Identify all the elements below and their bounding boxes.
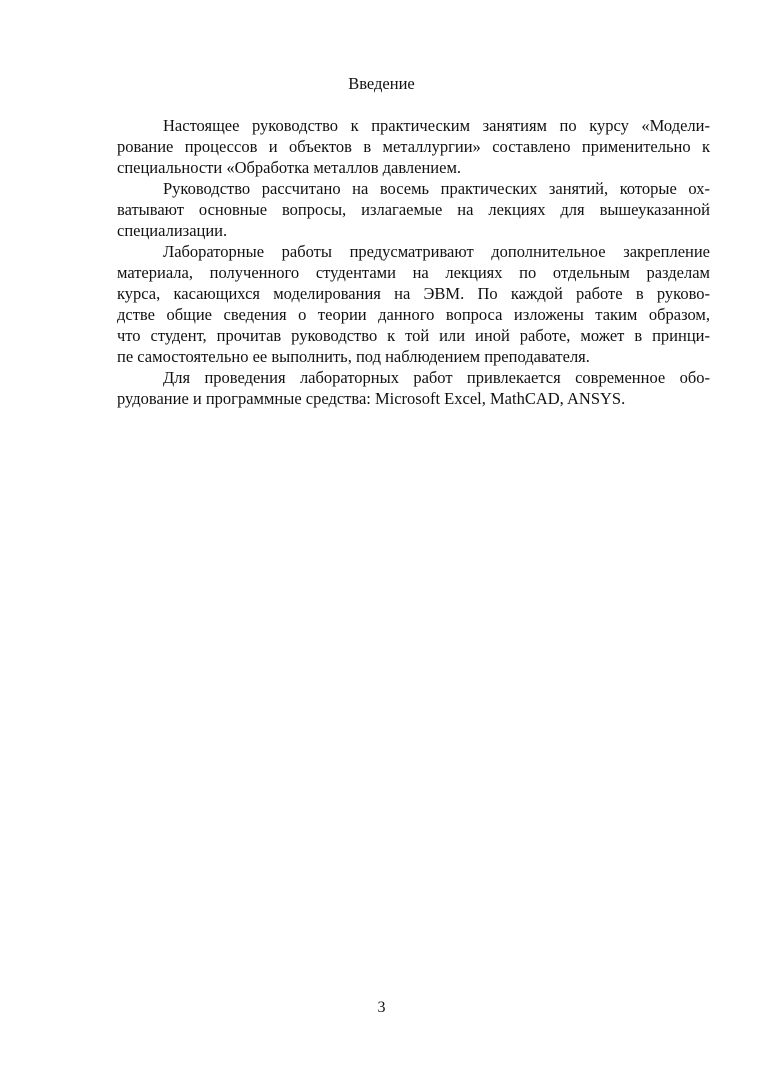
page-title: Введение xyxy=(348,74,415,93)
paragraph-2-line-3: специализации. xyxy=(117,221,228,240)
paragraph-3-line-2: материала, полученного студентами на лекциях по отдельным разделам xyxy=(117,263,710,282)
paragraph-3-line-5: что студент, прочитав руководство к той или иной работе, может в принци- xyxy=(117,326,710,345)
paragraph-3-line-1: Лабораторные работы предусматривают дополнительное закрепление xyxy=(163,242,710,261)
paragraph-3-line-6: пе самостоятельно ее выполнить, под наблюдением преподавателя. xyxy=(117,347,590,366)
paragraph-2-line-2: ватывают основные вопросы, излагаемые на лекциях для вышеуказанной xyxy=(117,200,710,219)
page-number: 3 xyxy=(377,999,386,1016)
paragraph-4-line-2: рудование и программные средства: Microsoft Excel, MathCAD, ANSYS. xyxy=(117,389,626,408)
paragraph-3-line-3: курса, касающихся моделирования на ЭВМ. По каждой работе в руково- xyxy=(117,284,710,303)
body-text xyxy=(117,115,710,409)
paragraph-3-line-4: дстве общие сведения о теории данного вопроса изложены таким образом, xyxy=(117,305,710,324)
paragraph-4-line-1: Для проведения лабораторных работ привлекается современное обо- xyxy=(163,368,710,387)
paragraph-1-line-3: специальности «Обработка металлов давлением. xyxy=(117,158,462,177)
paragraph-1-line-1: Настоящее руководство к практическим занятиям по курсу «Модели- xyxy=(163,116,710,135)
paragraph-2-line-1: Руководство рассчитано на восемь практических занятий, которые ох- xyxy=(163,179,710,198)
paragraph-1-line-2: рование процессов и объектов в металлургии» составлено применительно к xyxy=(117,137,710,156)
